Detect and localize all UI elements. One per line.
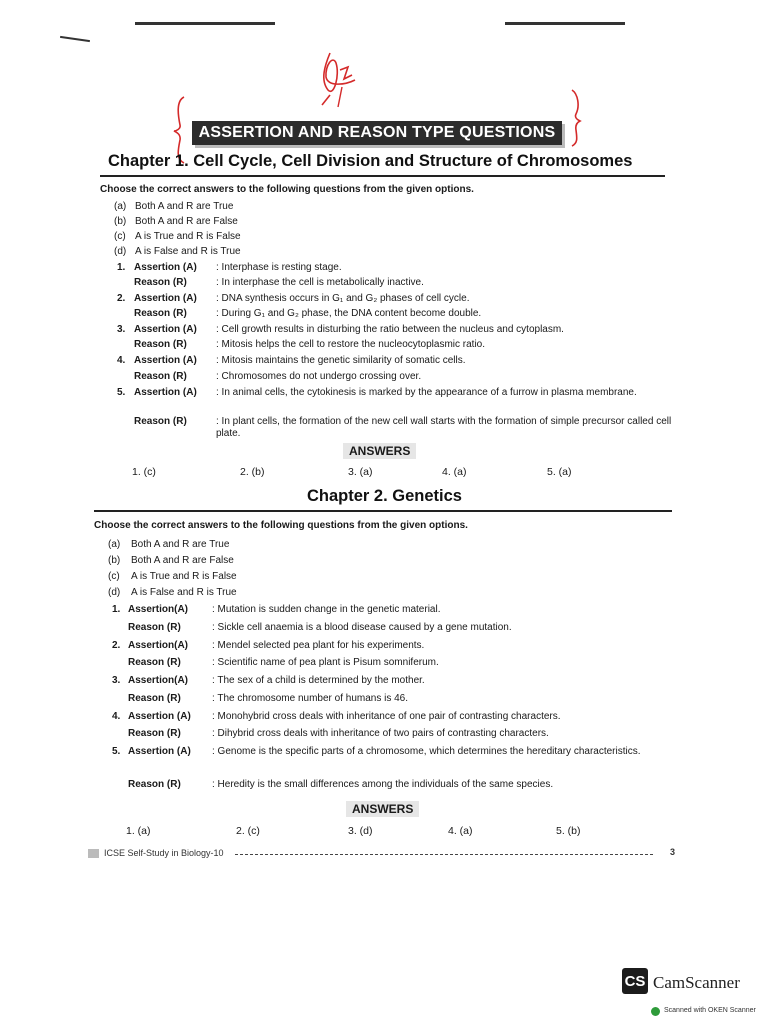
chapter1-reason-text: : During G₁ and G₂ phase, the DNA content become double. (216, 308, 482, 319)
chapter2-instruction: Choose the correct answers to the following questions from the given options. (94, 520, 468, 531)
chapter2-option-text: A is True and R is False (131, 571, 237, 582)
footer-dashed-rule (235, 854, 653, 855)
chapter2-assertion-label: Assertion(A) (128, 640, 189, 651)
chapter2-assertion-label: Assertion(A) (128, 675, 189, 686)
chapter1-reason-label: Reason (R) (134, 371, 187, 382)
chapter2-option-key: (b) (108, 555, 121, 566)
chapter2-option-key: (d) (108, 587, 121, 598)
chapter1-assertion-text: : DNA synthesis occurs in G₁ and G₂ phases of cell cycle. (216, 293, 470, 304)
chapter1-assertion-label: Assertion (A) (134, 324, 197, 335)
chapter2-question-number: 5. (112, 746, 121, 757)
chapter2-reason-label: Reason (R) (128, 728, 181, 739)
chapter2-reason-text: : The chromosome number of humans is 46. (212, 693, 409, 704)
chapter2-reason-label: Reason (R) (128, 693, 181, 704)
chapter2-question-number: 2. (112, 640, 121, 651)
chapter1-option-key: (d) (114, 246, 127, 257)
chapter1-question-number: 2. (117, 293, 126, 304)
chapter1-title: Chapter 1. Cell Cycle, Cell Division and Structure of Chromosomes (108, 152, 633, 170)
chapter2-question-number: 4. (112, 711, 121, 722)
chapter1-option-text: Both A and R are False (135, 216, 238, 227)
chapter1-assertion-text: : In animal cells, the cytokinesis is marked by the appearance of a furrow in plasma membrane. (216, 387, 637, 398)
chapter2-answer: 3. (d) (348, 825, 373, 837)
chapter1-answer: 5. (a) (547, 466, 572, 478)
chapter2-reason-label: Reason (R) (128, 657, 181, 668)
chapter1-reason-label: Reason (R) (134, 416, 187, 427)
chapter2-reason-text: : Sickle cell anaemia is a blood disease caused by a gene mutation. (212, 622, 512, 633)
chapter2-assertion-text: : The sex of a child is determined by the mother. (212, 675, 425, 686)
red-annotation-signature (300, 45, 380, 110)
chapter2-reason-text: : Heredity is the small differences among the individuals of the same species. (212, 779, 554, 790)
chapter1-reason-text: : In interphase the cell is metabolically inactive. (216, 277, 424, 288)
chapter1-question-number: 4. (117, 355, 126, 366)
chapter2-option-key: (c) (108, 571, 120, 582)
chapter2-assertion-text: : Genome is the specific parts of a chromosome, which determines the hereditary characteristics. (212, 746, 641, 757)
camscanner-brand: CamScanner (653, 973, 740, 992)
chapter2-reason-text: : Dihybrid cross deals with inheritance of two pairs of contrasting characters. (212, 728, 549, 739)
chapter2-option-text: Both A and R are True (131, 539, 230, 550)
chapter1-answers-heading: ANSWERS (343, 443, 416, 459)
chapter1-assertion-text: : Cell growth results in disturbing the ratio between the nucleus and cytoplasm. (216, 324, 564, 335)
chapter1-reason-label: Reason (R) (134, 308, 187, 319)
chapter1-assertion-text: : Interphase is resting stage. (216, 262, 342, 273)
chapter2-assertion-text: : Monohybrid cross deals with inheritance of one pair of contrasting characters. (212, 711, 561, 722)
chapter1-option-key: (c) (114, 231, 126, 242)
chapter1-answer: 4. (a) (442, 466, 467, 478)
chapter1-reason-text: : Mitosis helps the cell to restore the nucleocytoplasmic ratio. (216, 339, 486, 350)
chapter1-assertion-text: : Mitosis maintains the genetic similarity of somatic cells. (216, 355, 466, 366)
scanned-with-text: Scanned with OKEN Scanner (664, 1007, 756, 1014)
chapter2-option-key: (a) (108, 539, 121, 550)
chapter1-question-number: 5. (117, 387, 126, 398)
chapter1-assertion-label: Assertion (A) (134, 293, 197, 304)
chapter1-reason-text: : In plant cells, the formation of the new cell wall starts with the formation of simple precursor called cell plate. (216, 416, 672, 439)
chapter2-assertion-text: : Mendel selected pea plant for his experiments. (212, 640, 425, 651)
chapter2-reason-label: Reason (R) (128, 622, 181, 633)
chapter2-reason-text: : Scientific name of pea plant is Pisum somniferum. (212, 657, 439, 668)
chapter2-assertion-text: : Mutation is sudden change in the genetic material. (212, 604, 441, 615)
chapter1-assertion-label: Assertion (A) (134, 262, 197, 273)
chapter1-question-number: 1. (117, 262, 126, 273)
chapter1-answer: 2. (b) (240, 466, 265, 478)
chapter1-option-text: A is True and R is False (135, 231, 241, 242)
top-edge-line-left (135, 22, 275, 25)
chapter1-answer: 1. (c) (132, 466, 156, 478)
footer-book-title: ICSE Self-Study in Biology-10 (104, 848, 224, 858)
chapter2-assertion-label: Assertion (A) (128, 746, 191, 757)
chapter2-assertion-label: Assertion(A) (128, 604, 189, 615)
chapter1-answer: 3. (a) (348, 466, 373, 478)
chapter2-rule (94, 510, 672, 512)
chapter1-reason-label: Reason (R) (134, 339, 187, 350)
footer-page-number: 3 (670, 847, 676, 857)
chapter2-answer: 5. (b) (556, 825, 581, 837)
chapter2-question-number: 3. (112, 675, 121, 686)
section-banner (192, 121, 562, 145)
chapter1-rule (100, 175, 665, 177)
chapter1-question-number: 3. (117, 324, 126, 335)
chapter2-question-number: 1. (112, 604, 121, 615)
chapter2-option-text: A is False and R is True (131, 587, 237, 598)
chapter1-option-key: (a) (114, 201, 127, 212)
chapter1-assertion-label: Assertion (A) (134, 387, 197, 398)
chapter2-answer: 1. (a) (126, 825, 151, 837)
chapter2-answer: 2. (c) (236, 825, 260, 837)
chapter1-reason-text: : Chromosomes do not undergo crossing over. (216, 371, 422, 382)
chapter2-answers-heading: ANSWERS (346, 801, 419, 817)
red-brace-right (566, 88, 586, 148)
chapter1-option-text: Both A and R are True (135, 201, 234, 212)
chapter1-instruction: Choose the correct answers to the following questions from the given options. (100, 184, 474, 195)
camscanner-logo-icon: CS (622, 968, 648, 994)
chapter1-reason-label: Reason (R) (134, 277, 187, 288)
scanner-badge-icon (651, 1007, 660, 1016)
chapter1-assertion-label: Assertion (A) (134, 355, 197, 366)
chapter2-title: Chapter 2. Genetics (307, 487, 462, 505)
footer-book-icon (88, 849, 99, 858)
chapter2-answer: 4. (a) (448, 825, 473, 837)
chapter2-option-text: Both A and R are False (131, 555, 234, 566)
pen-mark (60, 36, 90, 42)
chapter1-option-key: (b) (114, 216, 127, 227)
chapter1-option-text: A is False and R is True (135, 246, 241, 257)
section-banner-text: ASSERTION AND REASON TYPE QUESTIONS (192, 121, 562, 145)
top-edge-line-right (505, 22, 625, 25)
chapter2-assertion-label: Assertion (A) (128, 711, 191, 722)
chapter2-reason-label: Reason (R) (128, 779, 181, 790)
